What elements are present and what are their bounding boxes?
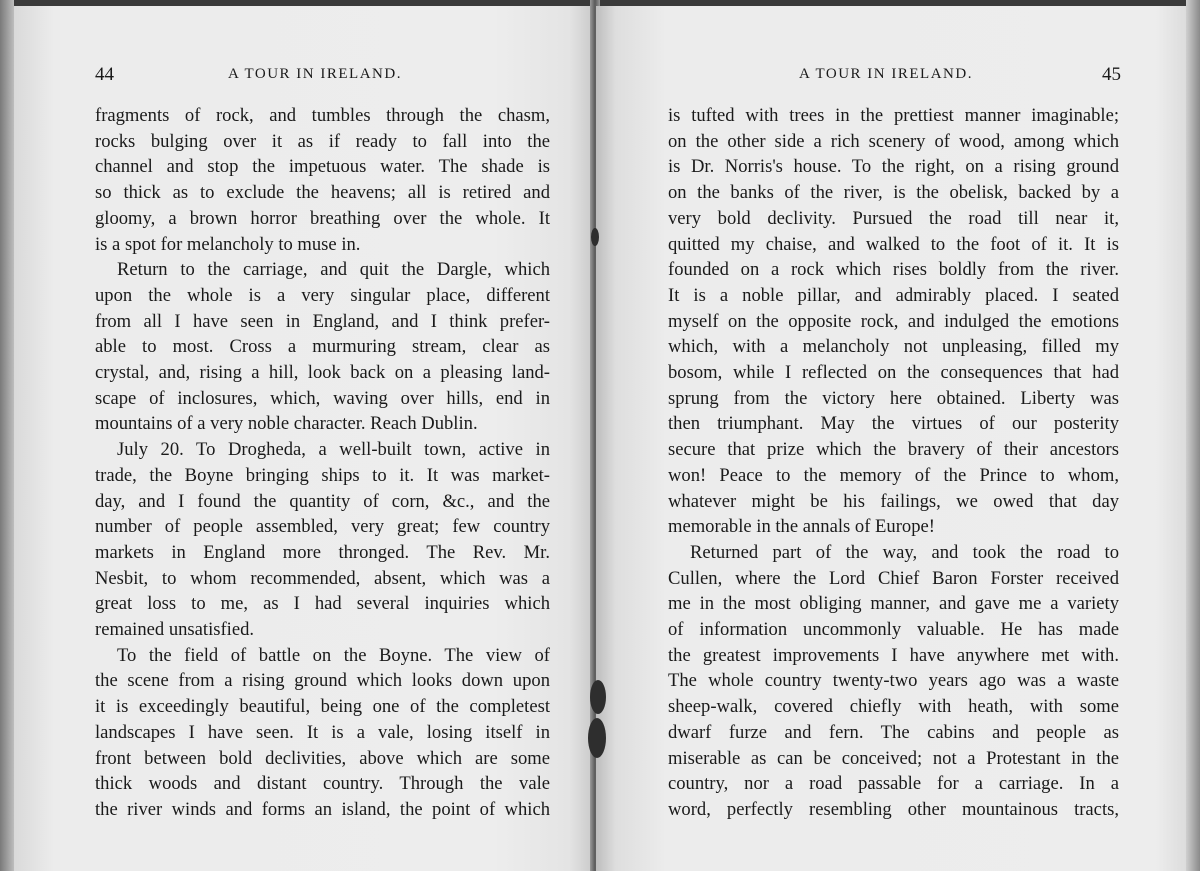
ink-blot [591,228,599,246]
text-line: number of people assembled, very great; few country [95,516,550,538]
text-line: mountains of a very noble character. Reach Dublin. [95,413,478,435]
text-line: Cullen, where the Lord Chief Baron Forster received [668,567,1119,589]
left-page-number: 44 [95,64,114,85]
text-line: the river winds and forms an island, the point of which [95,798,550,820]
text-line: which, with a melancholy not unpleasing, filled my [668,336,1119,358]
text-line: gloomy, a brown horror breathing over the whole. It [95,207,550,229]
right-page [596,6,1186,871]
text-line: is a spot for melancholy to muse in. [95,233,361,255]
text-line: of information uncommonly valuable. He has made [668,619,1119,641]
text-line: trade, the Boyne bringing ships to it. It was market- [95,464,550,486]
ink-blot [590,680,606,714]
text-line: Return to the carriage, and quit the Dargle, which [117,259,550,281]
text-line: great loss to me, as I had several inquiries which [95,593,550,615]
left-page-body [95,103,550,823]
text-line: upon the whole is a very singular place, different [95,284,550,306]
text-line: landscapes I have seen. It is a vale, losing itself in [95,721,550,743]
text-line: rocks bulging over it as if ready to fall into the [95,130,550,152]
text-line: is Dr. Norris's house. To the right, on a rising ground [668,156,1119,178]
text-line: is tufted with trees in the prettiest manner imaginable; [668,105,1119,126]
text-line: memorable in the annals of Europe! [668,516,935,538]
text-line: very bold declivity. Pursued the road till near it, [668,207,1119,229]
text-line: scape of inclosures, which, waving over hills, end in [95,387,550,409]
text-line: channel and stop the impetuous water. The shade is [95,156,550,178]
text-line: on the other side a rich scenery of wood, among which [668,130,1119,152]
right-page-body [668,103,1119,823]
text-line: fragments of rock, and tumbles through the chasm, [95,105,550,126]
text-line: the scene from a rising ground which looks down upon [95,670,550,692]
text-line: sheep-walk, covered chiefly with heath, with some [668,696,1119,718]
ink-blot [588,718,606,758]
text-line: miserable as can be conceived; not a Protestant in the [668,747,1119,769]
text-line: whatever might be his failings, we owed that day [668,490,1119,512]
text-line: so thick as to exclude the heavens; all is retired and [95,182,550,204]
text-line: The whole country twenty-two years ago was a waste [668,670,1119,692]
text-line: it is exceedingly beautiful, being one of the completest [95,696,550,718]
text-line: country, nor a road passable for a carriage. In a [668,773,1119,795]
text-line: It is a noble pillar, and admirably placed. I seated [668,284,1119,306]
text-line: markets in England more thronged. The Rev. Mr. [95,541,550,563]
text-line: the greatest improvements I have anywhere met with. [668,644,1119,666]
text-line: dwarf furze and fern. The cabins and people as [668,721,1119,743]
text-line: then triumphant. May the virtues of our posterity [668,413,1119,435]
text-line: on the banks of the river, is the obelisk, backed by a [668,182,1119,204]
text-line: myself on the opposite rock, and indulged the emotions [668,310,1119,332]
right-page-number: 45 [1102,64,1121,85]
text-line: sprung from the victory here obtained. Liberty was [668,387,1119,409]
text-line: thick woods and distant country. Through the vale [95,773,550,795]
text-line: front between bold declivities, above which are some [95,747,550,769]
text-line: secure that prize which the bravery of their ancestors [668,439,1119,461]
text-line: won! Peace to the memory of the Prince to whom, [668,464,1119,486]
text-line: To the field of battle on the Boyne. The view of [117,644,550,666]
left-page [14,6,594,871]
right-book-edge [1186,0,1200,871]
left-running-head: A TOUR IN IRELAND. [228,66,402,82]
text-line: able to most. Cross a murmuring stream, clear as [95,336,550,358]
text-line: crystal, and, rising a hill, look back on a pleasing land- [95,362,550,384]
text-line: word, perfectly resembling other mountainous tracts, [668,798,1119,820]
right-running-head: A TOUR IN IRELAND. [799,66,973,82]
text-line: remained unsatisfied. [95,619,255,641]
text-line: day, and I found the quantity of corn, &c., and the [95,490,550,512]
text-line: from all I have seen in England, and I think prefer- [95,310,550,332]
text-line: July 20. To Drogheda, a well-built town, active in [117,439,550,461]
text-line: quitted my chaise, and walked to the foot of it. It is [668,233,1119,255]
left-book-edge [0,0,14,871]
text-line: me in the most obliging manner, and gave me a variety [668,593,1119,615]
text-line: founded on a rock which rises boldly from the river. [668,259,1119,281]
text-line: bosom, while I reflected on the consequences that had [668,362,1119,384]
text-line: Returned part of the way, and took the road to [690,541,1119,563]
text-line: Nesbit, to whom recommended, absent, which was a [95,567,550,589]
